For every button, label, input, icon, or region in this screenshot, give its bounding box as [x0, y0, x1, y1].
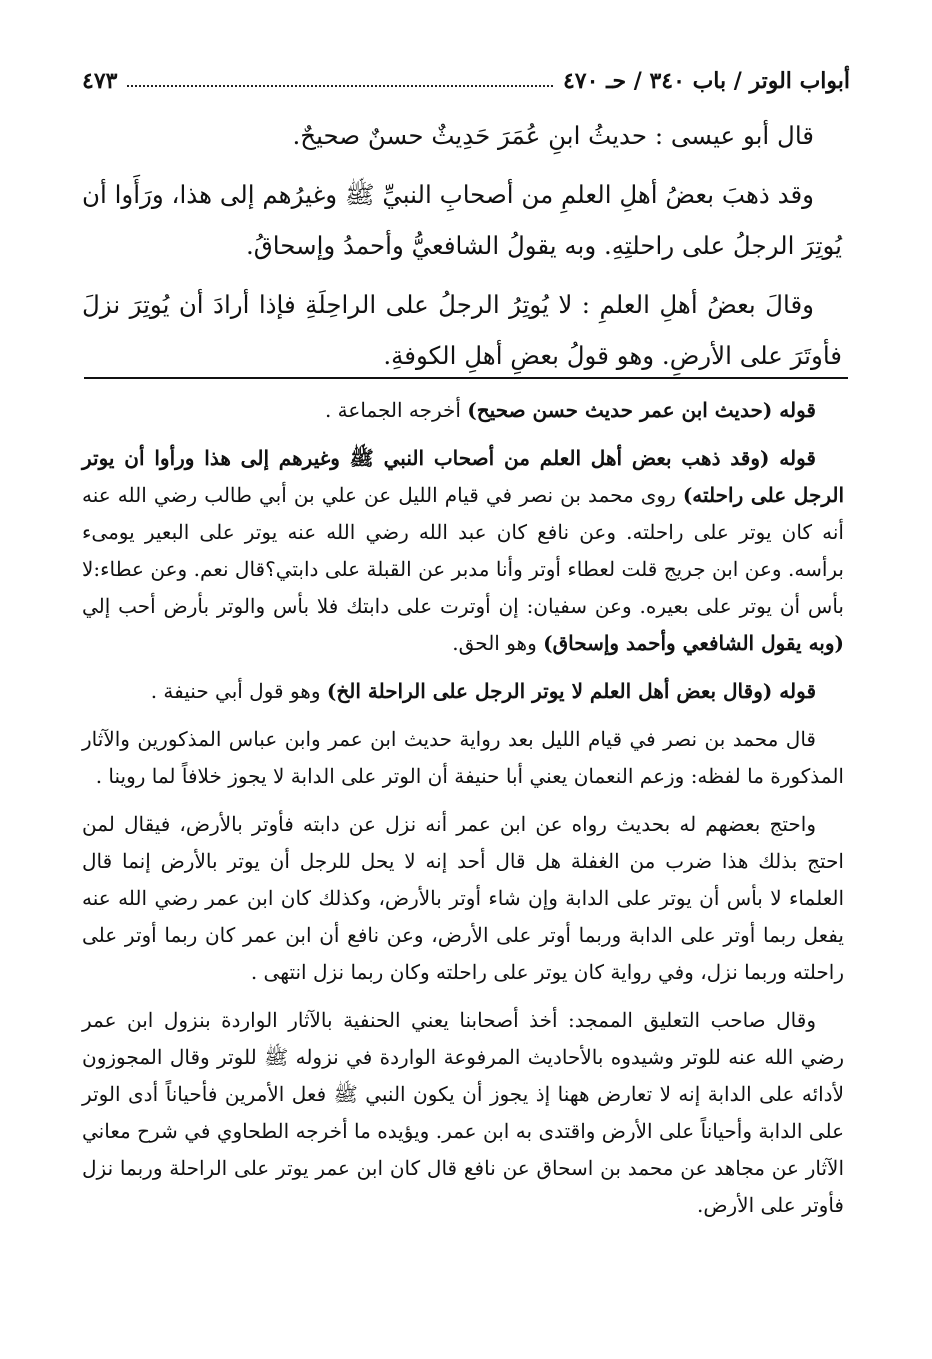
main-paragraph-2: وقد ذهبَ بعضُ أهلِ العلمِ من أصحابِ النبيِّ ﷺ وغيرُهم إلى هذا، ورَأَوا أن يُوتِرَ الرجلُ على راحلتِهِ. وبه يقولُ الشافعيُّ وأحمدُ وإسحاقُ.: [82, 180, 842, 260]
commentary-paragraph-5: واحتج بعضهم له بحديث رواه عن ابن عمر أنه نزل عن دابته فأوتر بالأرض، فيقال لمن احتج بذلك هذا ضرب من الغفلة هل قال أحد إنه لا يحل للرجل أن يوتر بالأرض إنما قال العلماء لا بأس أن يوتر على الدابة وإن شاء أوتر بالأرض، وكذلك كان ابن عمر رضي الله عنه يفعل ربما أوتر على الدابة وربما أوتر على الأرض، وعن نافع أن ابن عمر كان ربما أوتر على راحلته وربما نزل، وفي رواية كان يوتر على راحلته وكان ربما نزل انتهى .: [82, 812, 844, 984]
commentary-paragraph-2: [82, 440, 844, 662]
commentary-paragraph-3: [82, 673, 844, 710]
main-paragraph-1: قال أبو عيسى : حديثُ ابنِ عُمَرَ حَدِيثٌ حسنٌ صحيحٌ.: [292, 121, 814, 150]
commentary-text: وهو الحق.: [452, 631, 544, 655]
commentary-paragraph-1: [82, 392, 844, 429]
main-paragraph-3: وقالَ بعضُ أهلِ العلمِ : لا يُوتِرُ الرجلُ على الراحِلَةِ فإذا أرادَ أن يُوتِرَ نزلَ فأوتَرَ على الأرضِ. وهو قولُ بعضِ أهلِ الكوفةِ.: [82, 290, 842, 370]
commentary-paragraph-4: قال محمد بن نصر في قيام الليل بعد رواية حديث ابن عمر وابن عباس المذكورين والآثار المذكورة ما لفظه: وزعم النعمان يعني أبا حنيفة أن الوتر على الدابة لا يجوز خلافاً لما روينا .: [82, 727, 844, 788]
commentary-quote: قوله (وقد ذهب بعض أهل العلم من أصحاب النبي ﷺ وغيرهم إلى هذا ورأوا أن يوتر الرجل على راحلته): [82, 446, 845, 507]
dotted-leader: [127, 85, 553, 87]
main-text: [82, 110, 842, 389]
commentary-text: أخرجه الجماعة .: [324, 398, 468, 422]
commentary-quote: قوله (حديث ابن عمر حديث حسن صحيح): [467, 398, 816, 422]
commentary-quote: قوله (وقال بعض أهل العلم لا يوتر الرجل على الراحلة الخ): [326, 679, 816, 703]
running-header: [82, 58, 850, 94]
page-number: ٤٧٣: [82, 68, 118, 94]
commentary-paragraph-6: وقال صاحب التعليق الممجد: أخذ أصحابنا يعني الحنفية بالآثار الواردة بنزول ابن عمر رضي الله عنه للوتر وشيدوه بالأحاديث المرفوعة الواردة في نزوله ﷺ للوتر وقال المجوزون لأدائه على الدابة إنه لا تعارض ههنا إذ يجوز أن يكون النبي ﷺ فعل الأمرين فأحياناً أدى الوتر على الدابة وأحياناً على الأرض واقتدى به ابن عمر. ويؤيده ما أخرجه الطحاوي في شرح معاني الآثار عن مجاهد عن محمد بن اسحاق عن نافع قال كان ابن عمر يوتر على الراحلة وربما نزل فأوتر على الأرض.: [82, 1008, 844, 1217]
text-divider: [84, 377, 848, 379]
header-title: أبواب الوتر / باب ٣٤٠ / حـ ٤٧٠: [562, 68, 850, 94]
commentary-quote: (وبه يقول الشافعي وأحمد وإسحاق): [543, 631, 844, 655]
commentary-section: [82, 392, 844, 1235]
commentary-text: روى محمد بن نصر في قيام الليل عن علي بن أبي طالب رضي الله عنه أنه كان يوتر على راحلته. وعن نافع كان عبد الله رضي الله عنه يوتر على البعير يومىء برأسه. وعن ابن جريج قلت لعطاء أوتر وأنا مدبر عن القبلة على دابتي؟قال نعم. وعن عطاء:لا بأس أن يوتر على بعيره. وعن سفيان: إن أوترت على دابتك فلا بأس والوتر بأرض أحب إلي: [82, 483, 844, 618]
commentary-text: وهو قول أبي حنيفة .: [150, 679, 327, 703]
